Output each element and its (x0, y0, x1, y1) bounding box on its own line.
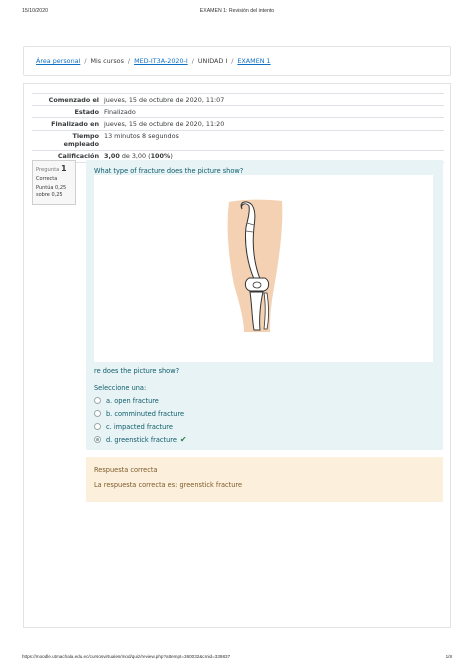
print-page-number: 1/8 (445, 654, 452, 659)
print-date: 15/10/2020 (22, 8, 48, 14)
grade-close: ) (170, 152, 173, 161)
radio-button[interactable] (94, 397, 101, 404)
print-title: EXAMEN 1: Revisión del intento (199, 8, 275, 14)
print-url: https://moodle.utmachala.edu.ec/cursosvirtuales/mod/quiz/review.php?attempt=360032&cmid=339837 (22, 654, 231, 659)
feedback-result: Respuesta correcta (94, 466, 158, 474)
summary-row-finished (32, 117, 444, 129)
radio-button-checked[interactable] (94, 436, 101, 443)
fracture-xray-image (94, 175, 433, 362)
answer-label: c. impacted fracture (106, 422, 173, 431)
image-caption: re does the picture show? (94, 367, 180, 375)
breadcrumb-mis-cursos: Mis cursos (90, 57, 124, 65)
finished-label: Finalizado en (51, 119, 99, 128)
grade-score: 3,00 (104, 152, 120, 161)
time-label-line1: Tiempo (72, 132, 99, 141)
state-label: Estado (74, 107, 99, 116)
answer-label: a. open fracture (106, 396, 159, 405)
question-number-value: 1 (60, 164, 67, 173)
breadcrumb-area-personal[interactable]: Área personal (36, 57, 81, 65)
answer-feedback (86, 457, 443, 502)
started-label: Comenzado el (48, 95, 99, 104)
time-value: 13 minutos 8 segundos (104, 132, 179, 141)
started-value: jueves, 15 de octubre de 2020, 11:07 (104, 95, 225, 104)
summary-row-started (32, 93, 444, 105)
breadcrumb-card (23, 46, 451, 76)
summary-row-state (32, 105, 444, 117)
time-label (32, 132, 104, 148)
answer-option-c[interactable] (94, 420, 187, 433)
breadcrumb-separator: / (84, 57, 87, 65)
question-text: What type of fracture does the picture show? (94, 167, 244, 175)
print-header (22, 8, 452, 18)
grade-label: Calificación (57, 152, 99, 161)
question-info-box (32, 160, 76, 205)
leg-bone-illustration (94, 175, 433, 362)
finished-value: jueves, 15 de octubre de 2020, 11:20 (104, 119, 225, 128)
attempt-summary-table (32, 93, 444, 163)
review-card (23, 83, 451, 628)
answer-label: b. comminuted fracture (106, 409, 185, 418)
grade-percent: 100% (150, 152, 171, 161)
answer-list (94, 394, 187, 446)
question-grade-line1: Puntúa 0,25 (36, 185, 67, 191)
breadcrumb-unidad: UNIDAD I (197, 57, 228, 65)
breadcrumb-separator: / (127, 57, 131, 65)
breadcrumb-exam[interactable]: EXAMEN 1 (237, 57, 271, 65)
breadcrumb-course[interactable]: MED-IT3A-2020-I (134, 57, 188, 65)
question-grade (36, 185, 72, 198)
question-formulation (86, 160, 443, 450)
summary-row-time (32, 130, 444, 150)
answer-option-a[interactable] (94, 394, 187, 407)
breadcrumb-separator: / (191, 57, 194, 65)
question-number-label: Pregunta (36, 167, 60, 173)
answer-label: d. greenstick fracture (106, 435, 177, 444)
time-label-line2: empleado (63, 140, 99, 149)
answer-option-d[interactable] (94, 433, 187, 446)
radio-button[interactable] (94, 410, 101, 417)
state-value: Finalizado (104, 107, 136, 116)
question-grade-line2: sobre 0,25 (36, 191, 63, 198)
answer-option-b[interactable] (94, 407, 187, 420)
breadcrumb (36, 57, 271, 65)
radio-button[interactable] (94, 423, 101, 430)
answer-prompt: Seleccione una: (94, 384, 147, 392)
breadcrumb-separator: / (231, 57, 234, 65)
correct-check-icon: ✔ (179, 435, 187, 444)
print-footer (22, 654, 452, 664)
question-number (36, 164, 72, 173)
grade-max: de 3,00 ( (119, 152, 151, 161)
feedback-right-answer: La respuesta correcta es: greenstick fracture (94, 481, 243, 489)
question-state: Correcta (36, 176, 58, 182)
